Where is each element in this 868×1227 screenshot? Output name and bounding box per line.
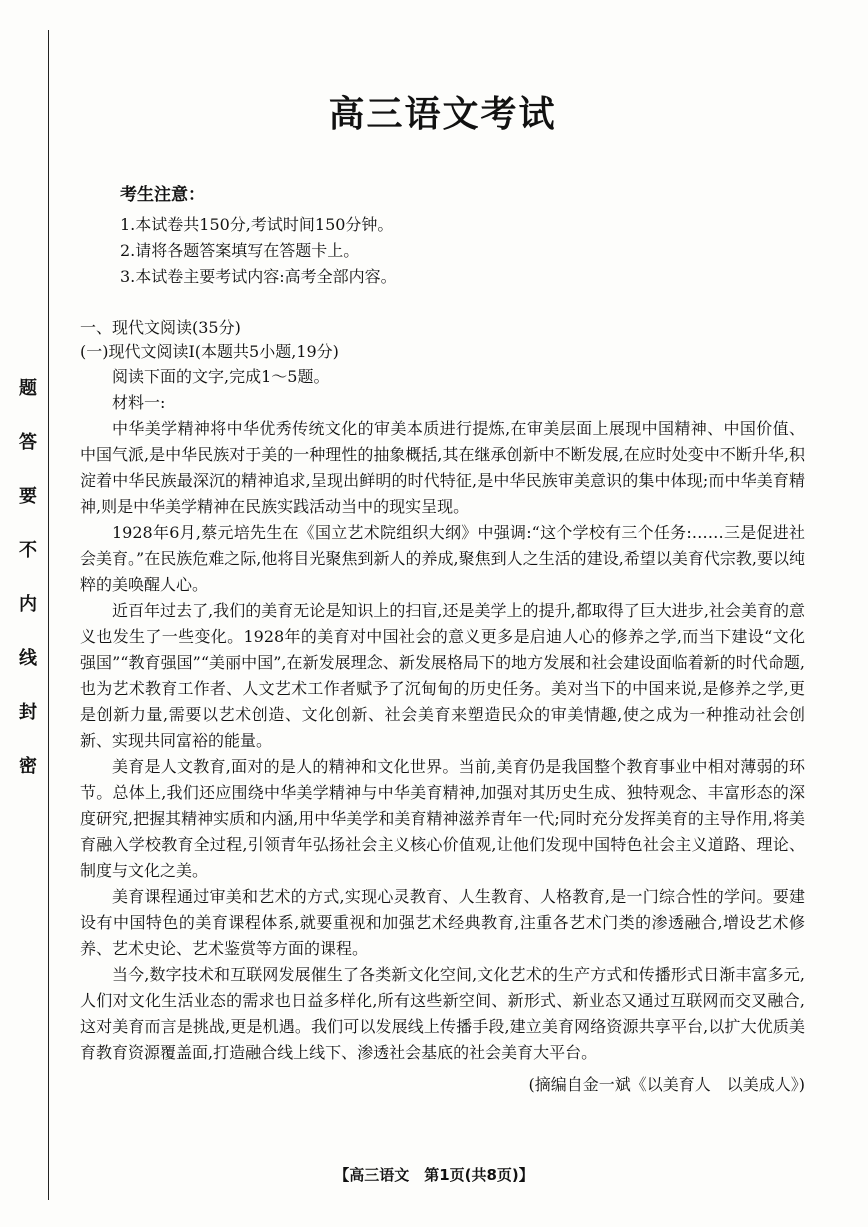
page-title: 高三语文考试 xyxy=(328,94,557,135)
notice-heading: 考生注意： xyxy=(120,185,205,205)
section-heading: 一、现代文阅读(35分) xyxy=(80,318,241,337)
binding-line xyxy=(48,30,49,1200)
section-reading xyxy=(80,316,805,1098)
material-label: 材料一: xyxy=(112,393,166,412)
binding-char: 封 xyxy=(19,702,37,723)
notice-item: 2.请将各题答案填写在答题卡上。 xyxy=(120,241,360,260)
binding-char: 要 xyxy=(19,486,37,507)
binding-char: 不 xyxy=(19,540,37,561)
page-footer: 【高三语文 第1页(共8页)】 xyxy=(334,1166,534,1184)
paragraph: 中华美学精神将中华优秀传统文化的审美本质进行提炼,在审美层面上展现中国精神、中国价值、中国气派,是中华民族对于美的一种理性的抽象概括,其在继承创新中不断发展,在应时处变中不断升华,积淀着中华民族最深沉的精神追求,呈现出鲜明的时代特征,是中华民族审美意识的集中体现;而中华美育精神,则是中华美学精神在民族实践活动当中的现实呈现。 xyxy=(80,419,805,516)
instruction: 阅读下面的文字,完成1～5题。 xyxy=(112,367,330,386)
binding-char: 线 xyxy=(19,648,37,669)
paragraph: 近百年过去了,我们的美育无论是知识上的扫盲,还是美学上的提升,都取得了巨大进步,社会美育的意义也发生了一些变化。1928年的美育对中国社会的意义更多是启迪人心的修养之学,而当下建设“文化强国”“教育强国”“美丽中国”,在新发展理念、新发展格局下的地方发展和社会建设面临着新的时代命题,也为艺术教育工作者、人文艺术工作者赋予了沉甸甸的历史任务。美对当下的中国来说,是修养之学,更是创新力量,需要以艺术创造、文化创新、社会美育来塑造民众的审美情趣,使之成为一种推动社会创新、实现共同富裕的能量。 xyxy=(80,601,805,750)
paragraph: 1928年6月,蔡元培先生在《国立艺术院组织大纲》中强调:“这个学校有三个任务:……三是促进社会美育。”在民族危难之际,他将目光聚焦到新人的养成,聚焦到人之生活的建设,希望以美育代宗教,要以纯粹的美唤醒人心。 xyxy=(80,523,805,594)
notice-item: 1.本试卷共150分,考试时间150分钟。 xyxy=(120,215,394,234)
binding-char: 题 xyxy=(19,378,37,399)
paragraph: 当今,数字技术和互联网发展催生了各类新文化空间,文化艺术的生产方式和传播形式日渐丰富多元,人们对文化生活业态的需求也日益多样化,所有这些新空间、新形式、新业态又通过互联网而交叉融合,这对美育而言是挑战,更是机遇。我们可以发展线上传播手段,建立美育网络资源共享平台,以扩大优质美育教育资源覆盖面,打造融合线上线下、渗透社会基底的社会美育大平台。 xyxy=(80,965,805,1062)
binding-char: 内 xyxy=(19,594,37,615)
notice-item: 3.本试卷主要考试内容:高考全部内容。 xyxy=(120,267,397,286)
subsection-heading: (一)现代文阅读Ⅰ(本题共5小题,19分) xyxy=(80,342,339,361)
paragraph: 美育课程通过审美和艺术的方式,实现心灵教育、人生教育、人格教育,是一门综合性的学问。要建设有中国特色的美育课程体系,就要重视和加强艺术经典教育,注重各艺术门类的渗透融合,增设艺术修养、艺术史论、艺术鉴赏等方面的课程。 xyxy=(80,887,805,958)
binding-char: 密 xyxy=(19,756,37,777)
binding-char: 答 xyxy=(19,432,37,453)
exam-notice xyxy=(120,180,397,290)
paragraph: 美育是人文教育,面对的是人的精神和文化世界。当前,美育仍是我国整个教育事业中相对薄弱的环节。总体上,我们还应围绕中华美学精神与中华美育精神,加强对其历史生成、独特观念、丰富形态的深度研究,把握其精神实质和内涵,用中华美学和美育精神滋养青年一代;同时充分发挥美育的主导作用,将美育融入学校教育全过程,引领青年弘扬社会主义核心价值观,让他们发现中国特色社会主义道路、理论、制度与文化之美。 xyxy=(80,757,805,880)
binding-warning xyxy=(14,380,42,776)
citation: (摘编自金一斌《以美育人 以美成人》) xyxy=(528,1075,805,1094)
